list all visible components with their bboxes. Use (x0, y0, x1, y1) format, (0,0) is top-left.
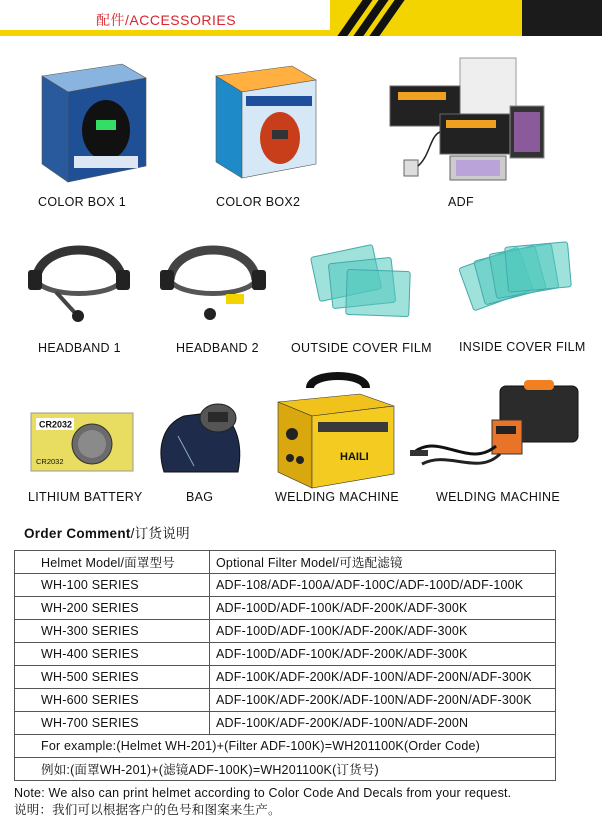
battery-model-label: CR2032 (39, 419, 73, 430)
battery-bottom-label: CR2032 (36, 457, 64, 466)
welding-machine-2-image (408, 380, 584, 476)
filter-model-cell: ADF-108/ADF-100A/ADF-100C/ADF-100D/ADF-100K (210, 574, 556, 597)
helmet-model-cell: WH-600 SERIES (15, 689, 210, 712)
header-black-block (522, 0, 602, 36)
table-row (15, 597, 556, 620)
inside-cover-film-image (464, 240, 574, 320)
section-title: 配件/ACCESSORIES (96, 12, 237, 28)
caption-welding-machine-2: WELDING MACHINE (436, 490, 560, 504)
color-box-2-image (212, 62, 320, 182)
lithium-battery-image (30, 412, 134, 472)
filter-model-cell: ADF-100K/ADF-200K/ADF-100N/ADF-200N/ADF-300K (210, 689, 556, 712)
headband-2-image (158, 236, 268, 326)
helmet-model-cell: WH-100 SERIES (15, 574, 210, 597)
color-box-1-image (38, 60, 150, 185)
filter-model-cell: ADF-100D/ADF-100K/ADF-200K/ADF-300K (210, 620, 556, 643)
outside-cover-film-image (314, 242, 414, 322)
header-filter-model: Optional Filter Model/可选配滤镜 (210, 551, 556, 574)
caption-color-box-1: COLOR BOX 1 (38, 195, 127, 209)
order-table (14, 550, 556, 781)
example-row-cn (15, 758, 556, 781)
order-example-en: For example:(Helmet WH-201)+(Filter ADF-100K)=WH201100K(Order Code) (15, 735, 556, 758)
helmet-model-cell: WH-200 SERIES (15, 597, 210, 620)
table-row (15, 643, 556, 666)
table-row (15, 689, 556, 712)
caption-welding-machine-1: WELDING MACHINE (275, 490, 399, 504)
table-row (15, 712, 556, 735)
helmet-model-cell: WH-400 SERIES (15, 643, 210, 666)
table-row (15, 620, 556, 643)
caption-lithium-battery: LITHIUM BATTERY (28, 490, 143, 504)
caption-outside-cover-film: OUTSIDE COVER FILM (291, 341, 432, 355)
order-example-cn: 例如:(面罩WH-201)+(滤镜ADF-100K)=WH201100K(订货号) (15, 758, 556, 781)
caption-color-box-2: COLOR BOX2 (216, 195, 301, 209)
filter-model-cell: ADF-100D/ADF-100K/ADF-200K/ADF-300K (210, 643, 556, 666)
filter-model-cell: ADF-100K/ADF-200K/ADF-100N/ADF-200N (210, 712, 556, 735)
welding-machine-1-image (270, 372, 398, 490)
caption-bag: BAG (186, 490, 214, 504)
helmet-model-cell: WH-500 SERIES (15, 666, 210, 689)
helmet-model-cell: WH-700 SERIES (15, 712, 210, 735)
table-header-row (15, 551, 556, 574)
note-en: Note: We also can print helmet according to Color Code And Decals from your request. (14, 786, 512, 800)
headband-1-image (26, 236, 132, 326)
page-header (0, 0, 602, 36)
order-comment-title-en: Order Comment (24, 526, 131, 541)
bag-image (154, 396, 246, 482)
filter-model-cell: ADF-100D/ADF-100K/ADF-200K/ADF-300K (210, 597, 556, 620)
caption-inside-cover-film: INSIDE COVER FILM (459, 340, 586, 354)
note-cn: 说明：我们可以根据客户的色号和图案来生产。 (14, 803, 281, 817)
caption-headband-2: HEADBAND 2 (176, 341, 259, 355)
filter-model-cell: ADF-100K/ADF-200K/ADF-100N/ADF-200N/ADF-300K (210, 666, 556, 689)
order-comment-title (24, 522, 190, 542)
caption-adf: ADF (448, 195, 474, 209)
order-comment-title-cn: /订货说明 (130, 526, 190, 541)
header-helmet-model: Helmet Model/面罩型号 (15, 551, 210, 574)
caption-headband-1: HEADBAND 1 (38, 341, 121, 355)
example-row-en (15, 735, 556, 758)
table-row (15, 574, 556, 597)
machine-brand-label: HAILI (340, 451, 369, 463)
adf-image (380, 56, 552, 186)
helmet-model-cell: WH-300 SERIES (15, 620, 210, 643)
table-row (15, 666, 556, 689)
